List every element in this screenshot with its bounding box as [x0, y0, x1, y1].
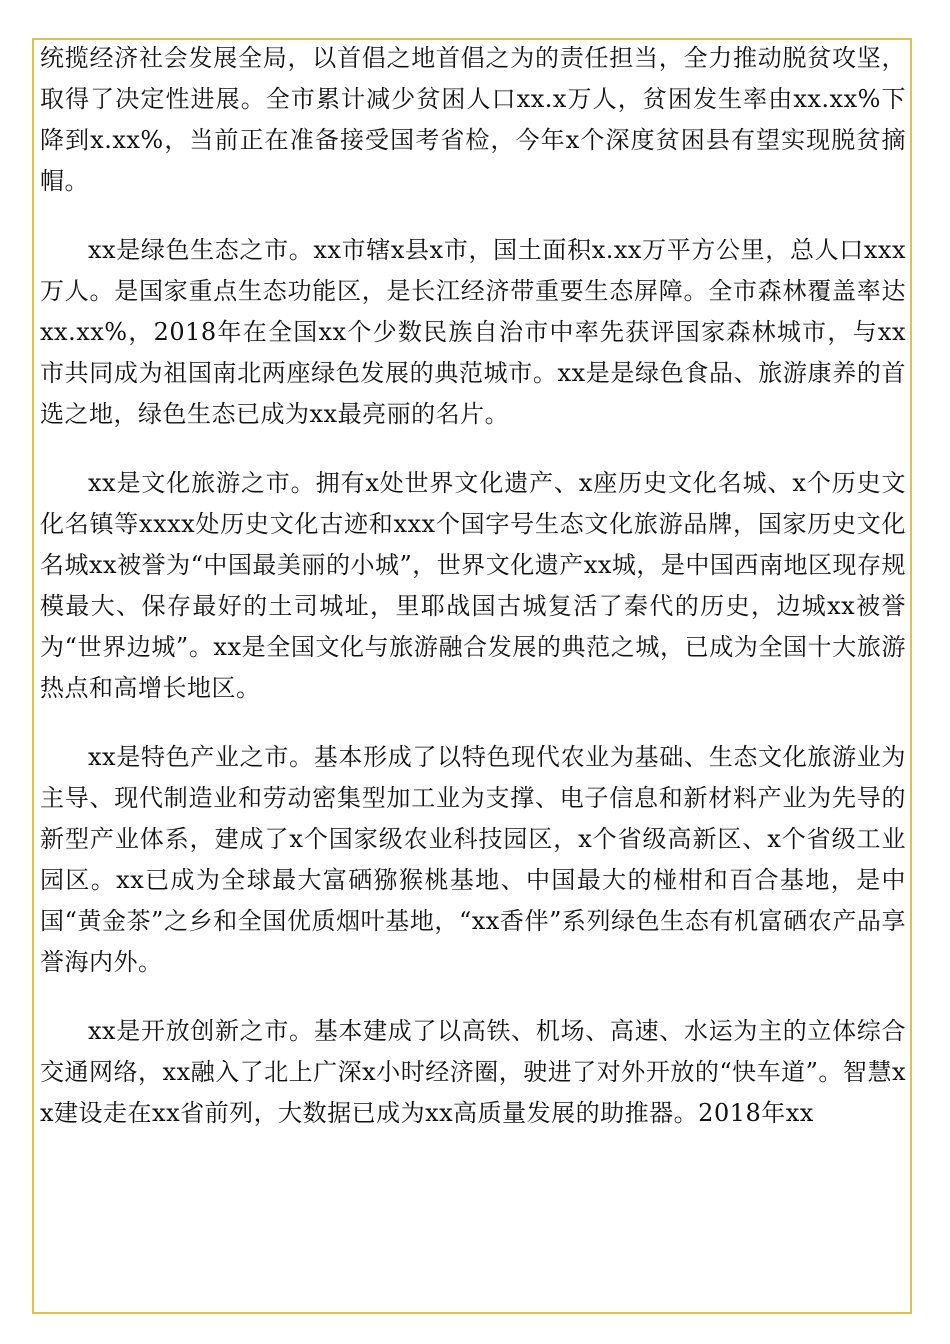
paragraph-culture-tourism: xx是文化旅游之市。拥有x处世界文化遗产、x座历史文化名城、x个历史文化名镇等xxxx处历史文化古迹和xxx个国字号生态文化旅游品牌，国家历史文化名城xx被誉为“中国最美丽的小城”，世界文化遗产xx城，是中国西南地区现存规模最大、保存最好的土司城址，里耶战国古城复活了秦代的历史，边城xx被誉为“世界边城”。xx是全国文化与旅游融合发展的典范之城，已成为全国十大旅游热点和高增长地区。	[40, 469, 906, 702]
paragraph-specialty-industry: xx是特色产业之市。基本形成了以特色现代农业为基础、生态文化旅游业为主导、现代制造业和劳动密集型加工业为支撑、电子信息和新材料产业为先导的新型产业体系，建成了x个国家级农业科技园区，x个省级高新区、x个省级工业园区。xx已成为全球最大富硒猕猴桃基地、中国最大的椪柑和百合基地，是中国“黄金茶”之乡和全国优质烟叶基地，“xx香伴”系列绿色生态有机富硒农产品享誉海内外。	[40, 743, 906, 976]
document-body	[40, 38, 906, 1162]
paragraph-open-innovation: xx是开放创新之市。基本建成了以高铁、机场、高速、水运为主的立体综合交通网络，xx融入了北上广深x小时经济圈，驶进了对外开放的“快车道”。智慧xx建设走在xx省前列，大数据已成为xx高质量发展的助推器。2018年xx	[40, 1017, 906, 1127]
paragraph-green-ecology: xx是绿色生态之市。xx市辖x县x市，国土面积x.xx万平方公里，总人口xxx万人。是国家重点生态功能区，是长江经济带重要生态屏障。全市森林覆盖率达xx.xx%，2018年在全国xx个少数民族自治市中率先获评国家森林城市，与xx市共同成为祖国南北两座绿色发展的典范城市。xx是是绿色食品、旅游康养的首选之地，绿色生态已成为xx最亮丽的名片。	[40, 236, 906, 428]
paragraph-poverty-alleviation: 统揽经济社会发展全局，以首倡之地首倡之为的责任担当，全力推动脱贫攻坚，取得了决定性进展。全市累计减少贫困人口xx.x万人，贫困发生率由xx.xx%下降到x.xx%，当前正在准备接受国考省检，今年x个深度贫困县有望实现脱贫摘帽。	[40, 44, 906, 195]
